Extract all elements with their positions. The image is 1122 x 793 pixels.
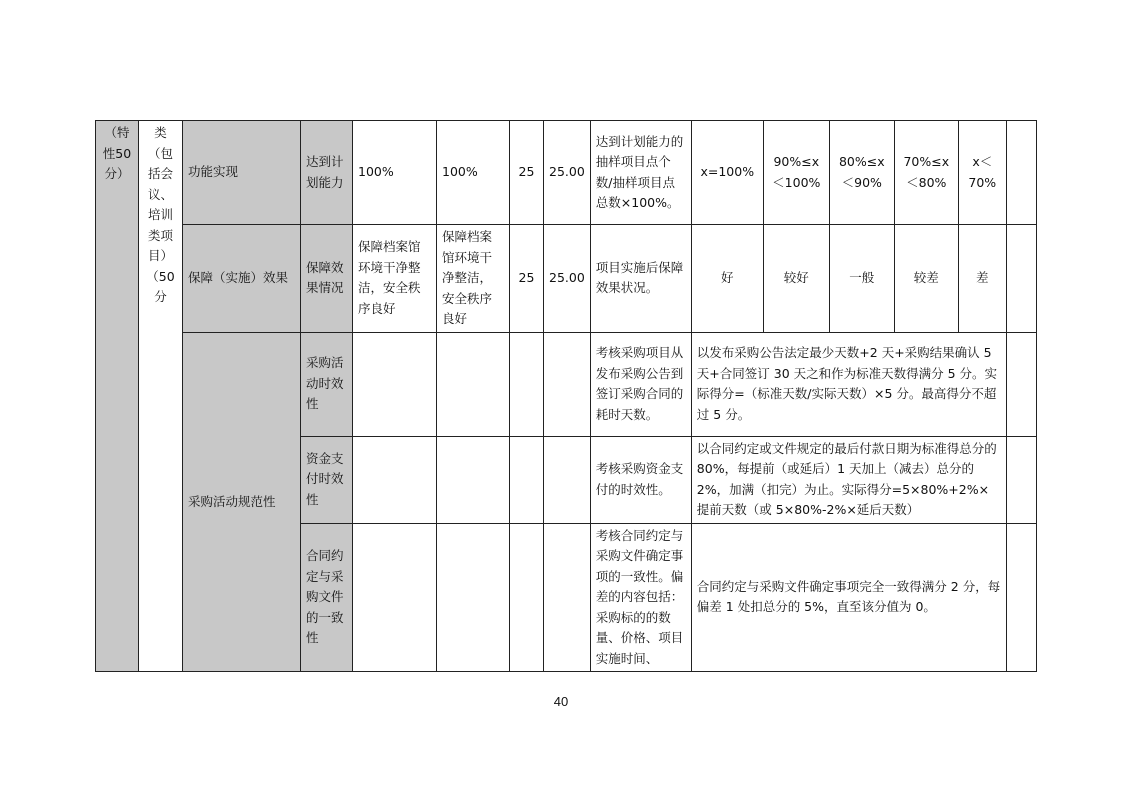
grade-1-cell: 好 [691,225,763,333]
actual-cell [437,436,510,523]
table-row [96,225,1037,333]
actual-cell [437,332,510,436]
empty-cell [1006,121,1036,225]
weight-cell: 25 [510,121,544,225]
grade-4-cell: 70%≤x＜80% [894,121,958,225]
grade-2-cell: 90%≤x＜100% [763,121,829,225]
score-cell [544,436,591,523]
evaluation-table [95,120,1037,672]
weight-cell [510,523,544,672]
description-cell: 达到计划能力的抽样项目点个数/抽样项目点总数×100%。 [590,121,691,225]
empty-cell [1006,225,1036,333]
scoring-rule-cell: 合同约定与采购文件确定事项完全一致得满分 2 分，每偏差 1 处扣总分的 5%，直至该分值为 0。 [691,523,1006,672]
grade-5-cell: 差 [958,225,1006,333]
target-cell: 保障档案馆环境干净整洁，安全秩序良好 [353,225,437,333]
target-cell: 100% [353,121,437,225]
weight-cell: 25 [510,225,544,333]
table-row [96,121,1037,225]
first-level-text: （特性50分） [102,125,132,181]
description-cell: 考核合同约定与采购文件确定事项的一致性。偏差的内容包括：采购标的的数量、价格、项目实施时间、 [590,523,691,672]
indicator-cell: 保障效果情况 [301,225,353,333]
page-number: 40 [553,694,569,709]
grade-3-cell: 一般 [829,225,894,333]
table-row [96,332,1037,436]
indicator-cell: 合同约定与采购文件的一致性 [301,523,353,672]
score-cell: 25.00 [544,225,591,333]
second-level-text: 类（包括会议、培训类项目）（50分 [146,125,175,304]
scoring-rule-cell: 以发布采购公告法定最少天数+2 天+采购结果确认 5 天+合同签订 30 天之和作为标准天数得满分 5 分。实际得分=（标准天数/实际天数）×5 分。最高得分不超过 5 分。 [691,332,1006,436]
score-cell [544,523,591,672]
category-cell: 功能实现 [183,121,301,225]
category-cell: 保障（实施）效果 [183,225,301,333]
category-cell: 采购活动规范性 [183,332,301,672]
grade-2-cell: 较好 [763,225,829,333]
grade-3-cell: 80%≤x＜90% [829,121,894,225]
description-cell: 考核采购资金支付的时效性。 [590,436,691,523]
grade-5-cell: x＜70% [958,121,1006,225]
empty-cell [1006,332,1036,436]
second-level-indicator-cell [139,121,183,672]
weight-cell [510,332,544,436]
description-cell: 项目实施后保障效果状况。 [590,225,691,333]
actual-cell: 100% [437,121,510,225]
target-cell [353,523,437,672]
scoring-rule-cell: 以合同约定或文件规定的最后付款日期为标准得总分的 80%，每提前（或延后）1 天加上（减去）总分的 2%，加满（扣完）为止。实际得分=5×80%+2%×提前天数（或 5×80%-2%×延后天数） [691,436,1006,523]
grade-4-cell: 较差 [894,225,958,333]
indicator-cell: 采购活动时效性 [301,332,353,436]
description-cell: 考核采购项目从发布采购公告到签订采购合同的耗时天数。 [590,332,691,436]
target-cell [353,332,437,436]
empty-cell [1006,523,1036,672]
actual-cell: 保障档案馆环境干净整洁，安全秩序良好 [437,225,510,333]
score-cell [544,332,591,436]
score-cell: 25.00 [544,121,591,225]
indicator-cell: 达到计划能力 [301,121,353,225]
weight-cell [510,436,544,523]
empty-cell [1006,436,1036,523]
grade-1-cell: x=100% [691,121,763,225]
target-cell [353,436,437,523]
first-level-indicator-cell [96,121,139,672]
actual-cell [437,523,510,672]
indicator-cell: 资金支付时效性 [301,436,353,523]
